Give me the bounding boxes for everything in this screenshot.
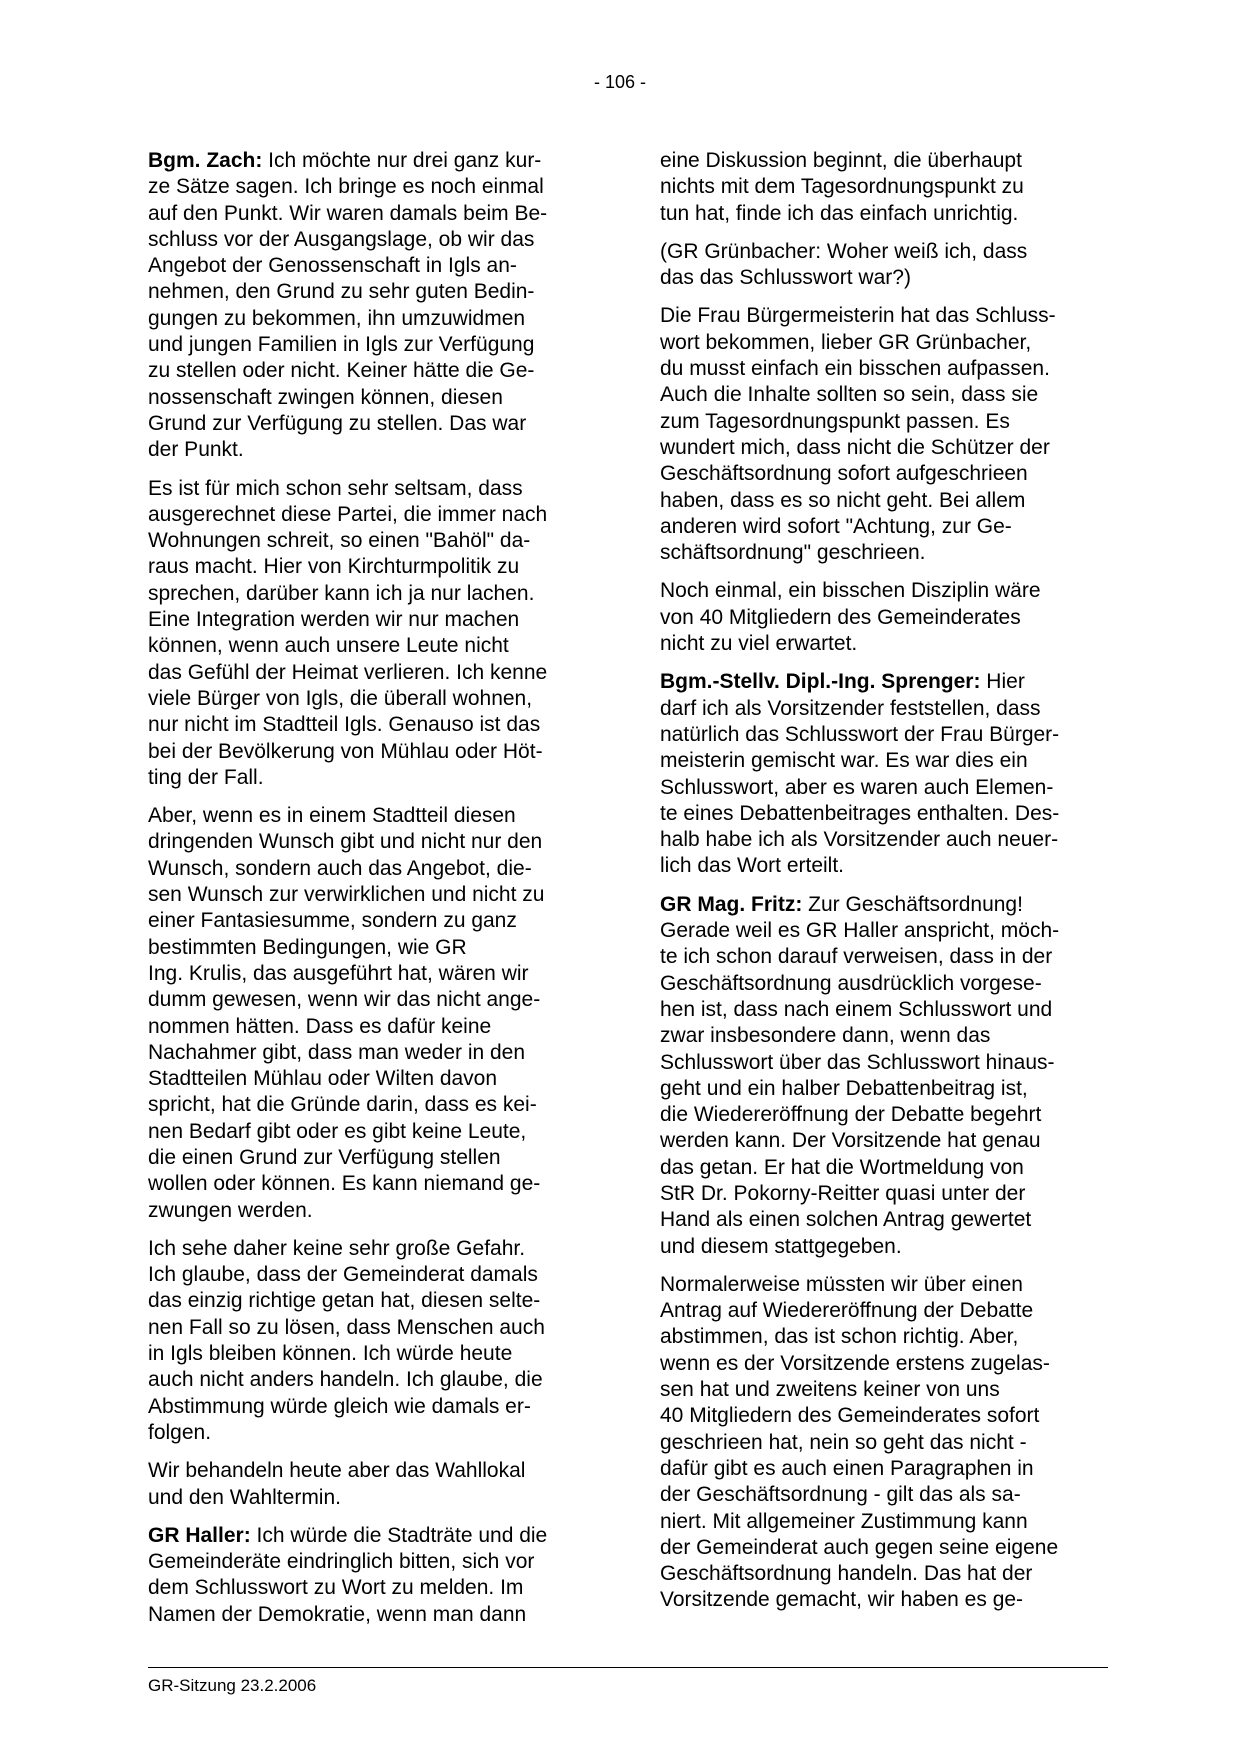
paragraph — [148, 1458, 598, 1511]
text-line: Stadtteilen Mühlau oder Wilten davon — [148, 1067, 498, 1091]
text-line: folgen. — [148, 1420, 212, 1444]
text-line: ting der Fall. — [148, 765, 264, 789]
text-line: Wir behandeln heute aber das Wahllokal — [148, 1459, 526, 1483]
text-line: Ich sehe daher keine sehr große Gefahr. — [148, 1236, 526, 1260]
text-line: das Gefühl der Heimat verlieren. Ich kenne — [148, 660, 548, 684]
text-line: und diesem stattgegeben. — [660, 1234, 902, 1258]
text-line: dem Schlusswort zu Wort zu melden. Im — [148, 1576, 524, 1600]
text-line-content: Zur Geschäftsordnung! — [802, 892, 1023, 916]
text-line: geht und ein halber Debattenbeitrag ist, — [660, 1076, 1028, 1100]
text-line: Die Frau Bürgermeisterin hat das Schluss- — [660, 304, 1056, 328]
text-line: viele Bürger von Igls, die überall wohnen, — [148, 686, 533, 710]
text-line: zu stellen oder nicht. Keiner hätte die Ge- — [148, 359, 535, 383]
text-line: Noch einmal, ein bisschen Disziplin wäre — [660, 579, 1041, 603]
text-line: nossenschaft zwingen können, diesen — [148, 385, 503, 409]
paragraph — [148, 803, 598, 1224]
text-line: ze Sätze sagen. Ich bringe es noch einmal — [148, 175, 544, 199]
text-line: nehmen, den Grund zu sehr guten Bedin- — [148, 280, 535, 304]
text-line: Es ist für mich schon sehr seltsam, dass — [148, 476, 523, 500]
text-line: te ich schon darauf verweisen, dass in der — [660, 945, 1053, 969]
text-line: halb habe ich als Vorsitzender auch neuer- — [660, 828, 1059, 852]
paragraph — [148, 476, 598, 792]
text-line: Auch die Inhalte sollten so sein, dass sie — [660, 383, 1039, 407]
speaker-name: GR Mag. Fritz: — [660, 892, 803, 916]
text-line: das das Schlusswort war?) — [660, 266, 911, 290]
paragraph — [660, 892, 1110, 1260]
text-line: lich das Wort erteilt. — [660, 854, 845, 878]
text-line: Namen der Demokratie, wenn man dann — [148, 1602, 527, 1626]
paragraph — [660, 1272, 1110, 1614]
text-line: und den Wahltermin. — [148, 1485, 341, 1509]
paragraph — [660, 669, 1110, 879]
text-line: Nachahmer gibt, dass man weder in den — [148, 1040, 526, 1064]
text-line: nen Fall so zu lösen, dass Menschen auch — [148, 1315, 545, 1339]
text-line: sprechen, darüber kann ich ja nur lachen. — [148, 581, 535, 605]
paragraph — [660, 303, 1110, 566]
text-line: wollen oder können. Es kann niemand ge- — [148, 1172, 541, 1196]
text-line: nicht zu viel erwartet. — [660, 632, 858, 656]
text-line: ausgerechnet diese Partei, die immer nach — [148, 502, 548, 526]
text-line: Geschäftsordnung ausdrücklich vorgese- — [660, 971, 1042, 995]
text-line: bei der Bevölkerung von Mühlau oder Höt- — [148, 739, 543, 763]
speaker-name: GR Haller: — [148, 1523, 251, 1547]
text-line: sen hat und zweitens keiner von uns — [660, 1378, 1000, 1402]
text-line: die einen Grund zur Verfügung stellen — [148, 1145, 501, 1169]
text-line: Ing. Krulis, das ausgeführt hat, wären wir — [148, 961, 529, 985]
text-line: der Punkt. — [148, 438, 244, 462]
text-line: schluss vor der Ausgangslage, ob wir das — [148, 227, 535, 251]
text-line: schäftsordnung" geschrieen. — [660, 541, 926, 565]
text-line: werden kann. Der Vorsitzende hat genau — [660, 1129, 1041, 1153]
text-line: gungen zu bekommen, ihn umzuwidmen — [148, 306, 526, 330]
left-text-column — [148, 148, 598, 1640]
paragraph — [148, 1236, 598, 1446]
text-line: spricht, hat die Gründe darin, dass es kei- — [148, 1093, 537, 1117]
text-line: tun hat, finde ich das einfach unrichtig. — [660, 201, 1019, 225]
text-line: zwungen werden. — [148, 1198, 313, 1222]
footer-divider — [148, 1667, 1108, 1668]
footer-session-label: GR-Sitzung 23.2.2006 — [148, 1676, 317, 1695]
text-line: das getan. Er hat die Wortmeldung von — [660, 1155, 1024, 1179]
text-line: Geschäftsordnung sofort aufgeschrieen — [660, 462, 1028, 486]
text-line: sen Wunsch zur verwirklichen und nicht zu — [148, 883, 545, 907]
paragraph — [148, 148, 598, 464]
text-line-content: Ich würde die Stadträte und die — [250, 1523, 548, 1547]
text-line: auf den Punkt. Wir waren damals beim Be- — [148, 201, 548, 225]
paragraph — [148, 1523, 598, 1628]
text-line: Schlusswort über das Schlusswort hinaus- — [660, 1050, 1055, 1074]
text-line: Hand als einen solchen Antrag gewertet — [660, 1208, 1032, 1232]
text-line: Gemeinderäte eindringlich bitten, sich vor — [148, 1550, 535, 1574]
text-line: die Wiedereröffnung der Debatte begehrt — [660, 1103, 1042, 1127]
text-line: hen ist, dass nach einem Schlusswort und — [660, 997, 1053, 1021]
text-line: Geschäftsordnung handeln. Das hat der — [660, 1562, 1033, 1586]
text-line: dumm gewesen, wenn wir das nicht ange- — [148, 988, 541, 1012]
text-line-content: Ich möchte nur drei ganz kur- — [262, 149, 542, 172]
text-line: Eine Integration werden wir nur machen — [148, 608, 520, 632]
text-line: Schlusswort, aber es waren auch Elemen- — [660, 775, 1054, 799]
text-line: Aber, wenn es in einem Stadtteil diesen — [148, 804, 516, 828]
text-line: nichts mit dem Tagesordnungspunkt zu — [660, 175, 1024, 199]
speaker-name: Bgm. Zach: — [148, 149, 263, 172]
text-line: eine Diskussion beginnt, die überhaupt — [660, 149, 1022, 172]
text-line: der Gemeinderat auch gegen seine eigene — [660, 1535, 1059, 1559]
text-line: du musst einfach ein bisschen aufpassen. — [660, 357, 1050, 381]
text-line: haben, dass es so nicht geht. Bei allem — [660, 488, 1026, 512]
text-line: Vorsitzende gemacht, wir haben es ge- — [660, 1588, 1024, 1612]
text-line: wort bekommen, lieber GR Grünbacher, — [660, 330, 1032, 354]
text-line: nur nicht im Stadtteil Igls. Genauso ist das — [148, 713, 541, 737]
text-line: geschrieen hat, nein so geht das nicht - — [660, 1430, 1027, 1454]
text-line: Antrag auf Wiedereröffnung der Debatte — [660, 1299, 1034, 1323]
speaker-name: Bgm.-Stellv. Dipl.-Ing. Sprenger: — [660, 670, 981, 694]
text-line: Gerade weil es GR Haller anspricht, möch- — [660, 919, 1060, 943]
paragraph — [660, 239, 1110, 292]
text-line: können, wenn auch unsere Leute nicht — [148, 634, 509, 658]
text-line: wundert mich, dass nicht die Schützer der — [660, 435, 1050, 459]
text-line: nen Bedarf gibt oder es gibt keine Leute, — [148, 1119, 527, 1143]
text-line — [660, 669, 1110, 695]
right-text-column — [660, 148, 1110, 1626]
text-line: abstimmen, das ist schon richtig. Aber, — [660, 1325, 1019, 1349]
text-line: dringenden Wunsch gibt und nicht nur den — [148, 830, 543, 854]
text-line: natürlich das Schlusswort der Frau Bürger- — [660, 722, 1060, 746]
text-line: zwar insbesondere dann, wenn das — [660, 1024, 991, 1048]
text-line: raus macht. Hier von Kirchturmpolitik zu — [148, 555, 520, 579]
text-line: StR Dr. Pokorny-Reitter quasi unter der — [660, 1181, 1026, 1205]
text-line: einer Fantasiesumme, sondern zu ganz — [148, 909, 517, 933]
text-line: Normalerweise müssten wir über einen — [660, 1272, 1023, 1296]
text-line: der Geschäftsordnung - gilt das als sa- — [660, 1483, 1021, 1507]
text-line: auch nicht anders handeln. Ich glaube, die — [148, 1368, 543, 1392]
text-line: wenn es der Vorsitzende erstens zugelas- — [660, 1351, 1050, 1375]
text-line: anderen wird sofort "Achtung, zur Ge- — [660, 514, 1012, 538]
paragraph — [660, 148, 1110, 227]
text-line: Grund zur Verfügung zu stellen. Das war — [148, 411, 527, 435]
text-line — [660, 892, 1110, 918]
text-line: und jungen Familien in Igls zur Verfügung — [148, 333, 535, 357]
text-line: Angebot der Genossenschaft in Igls an- — [148, 254, 517, 278]
text-line — [148, 1523, 598, 1549]
text-line: das einzig richtige getan hat, diesen selte- — [148, 1289, 541, 1313]
text-line: Abstimmung würde gleich wie damals er- — [148, 1394, 531, 1418]
text-line: Wunsch, sondern auch das Angebot, die- — [148, 856, 532, 880]
text-line: darf ich als Vorsitzender feststellen, dass — [660, 696, 1041, 720]
text-line: in Igls bleiben können. Ich würde heute — [148, 1342, 513, 1366]
text-line: niert. Mit allgemeiner Zustimmung kann — [660, 1509, 1028, 1533]
text-line: von 40 Mitgliedern des Gemeinderates — [660, 605, 1021, 629]
text-line: dafür gibt es auch einen Paragraphen in — [660, 1456, 1034, 1480]
page-number: - 106 - — [593, 72, 647, 92]
text-line: bestimmten Bedingungen, wie GR — [148, 935, 467, 959]
text-line: zum Tagesordnungspunkt passen. Es — [660, 409, 1010, 433]
text-line: Ich glaube, dass der Gemeinderat damals — [148, 1263, 538, 1287]
text-line-content: Hier — [980, 670, 1025, 694]
text-line: Wohnungen schreit, so einen "Bahöl" da- — [148, 529, 531, 553]
text-line: nommen hätten. Dass es dafür keine — [148, 1014, 492, 1038]
text-line: (GR Grünbacher: Woher weiß ich, dass — [660, 239, 1028, 263]
text-line: 40 Mitgliedern des Gemeinderates sofort — [660, 1404, 1040, 1428]
text-line: te eines Debattenbeitrages enthalten. Des- — [660, 801, 1060, 825]
paragraph — [660, 578, 1110, 657]
text-line — [148, 148, 598, 174]
text-line: meisterin gemischt war. Es war dies ein — [660, 749, 1028, 773]
